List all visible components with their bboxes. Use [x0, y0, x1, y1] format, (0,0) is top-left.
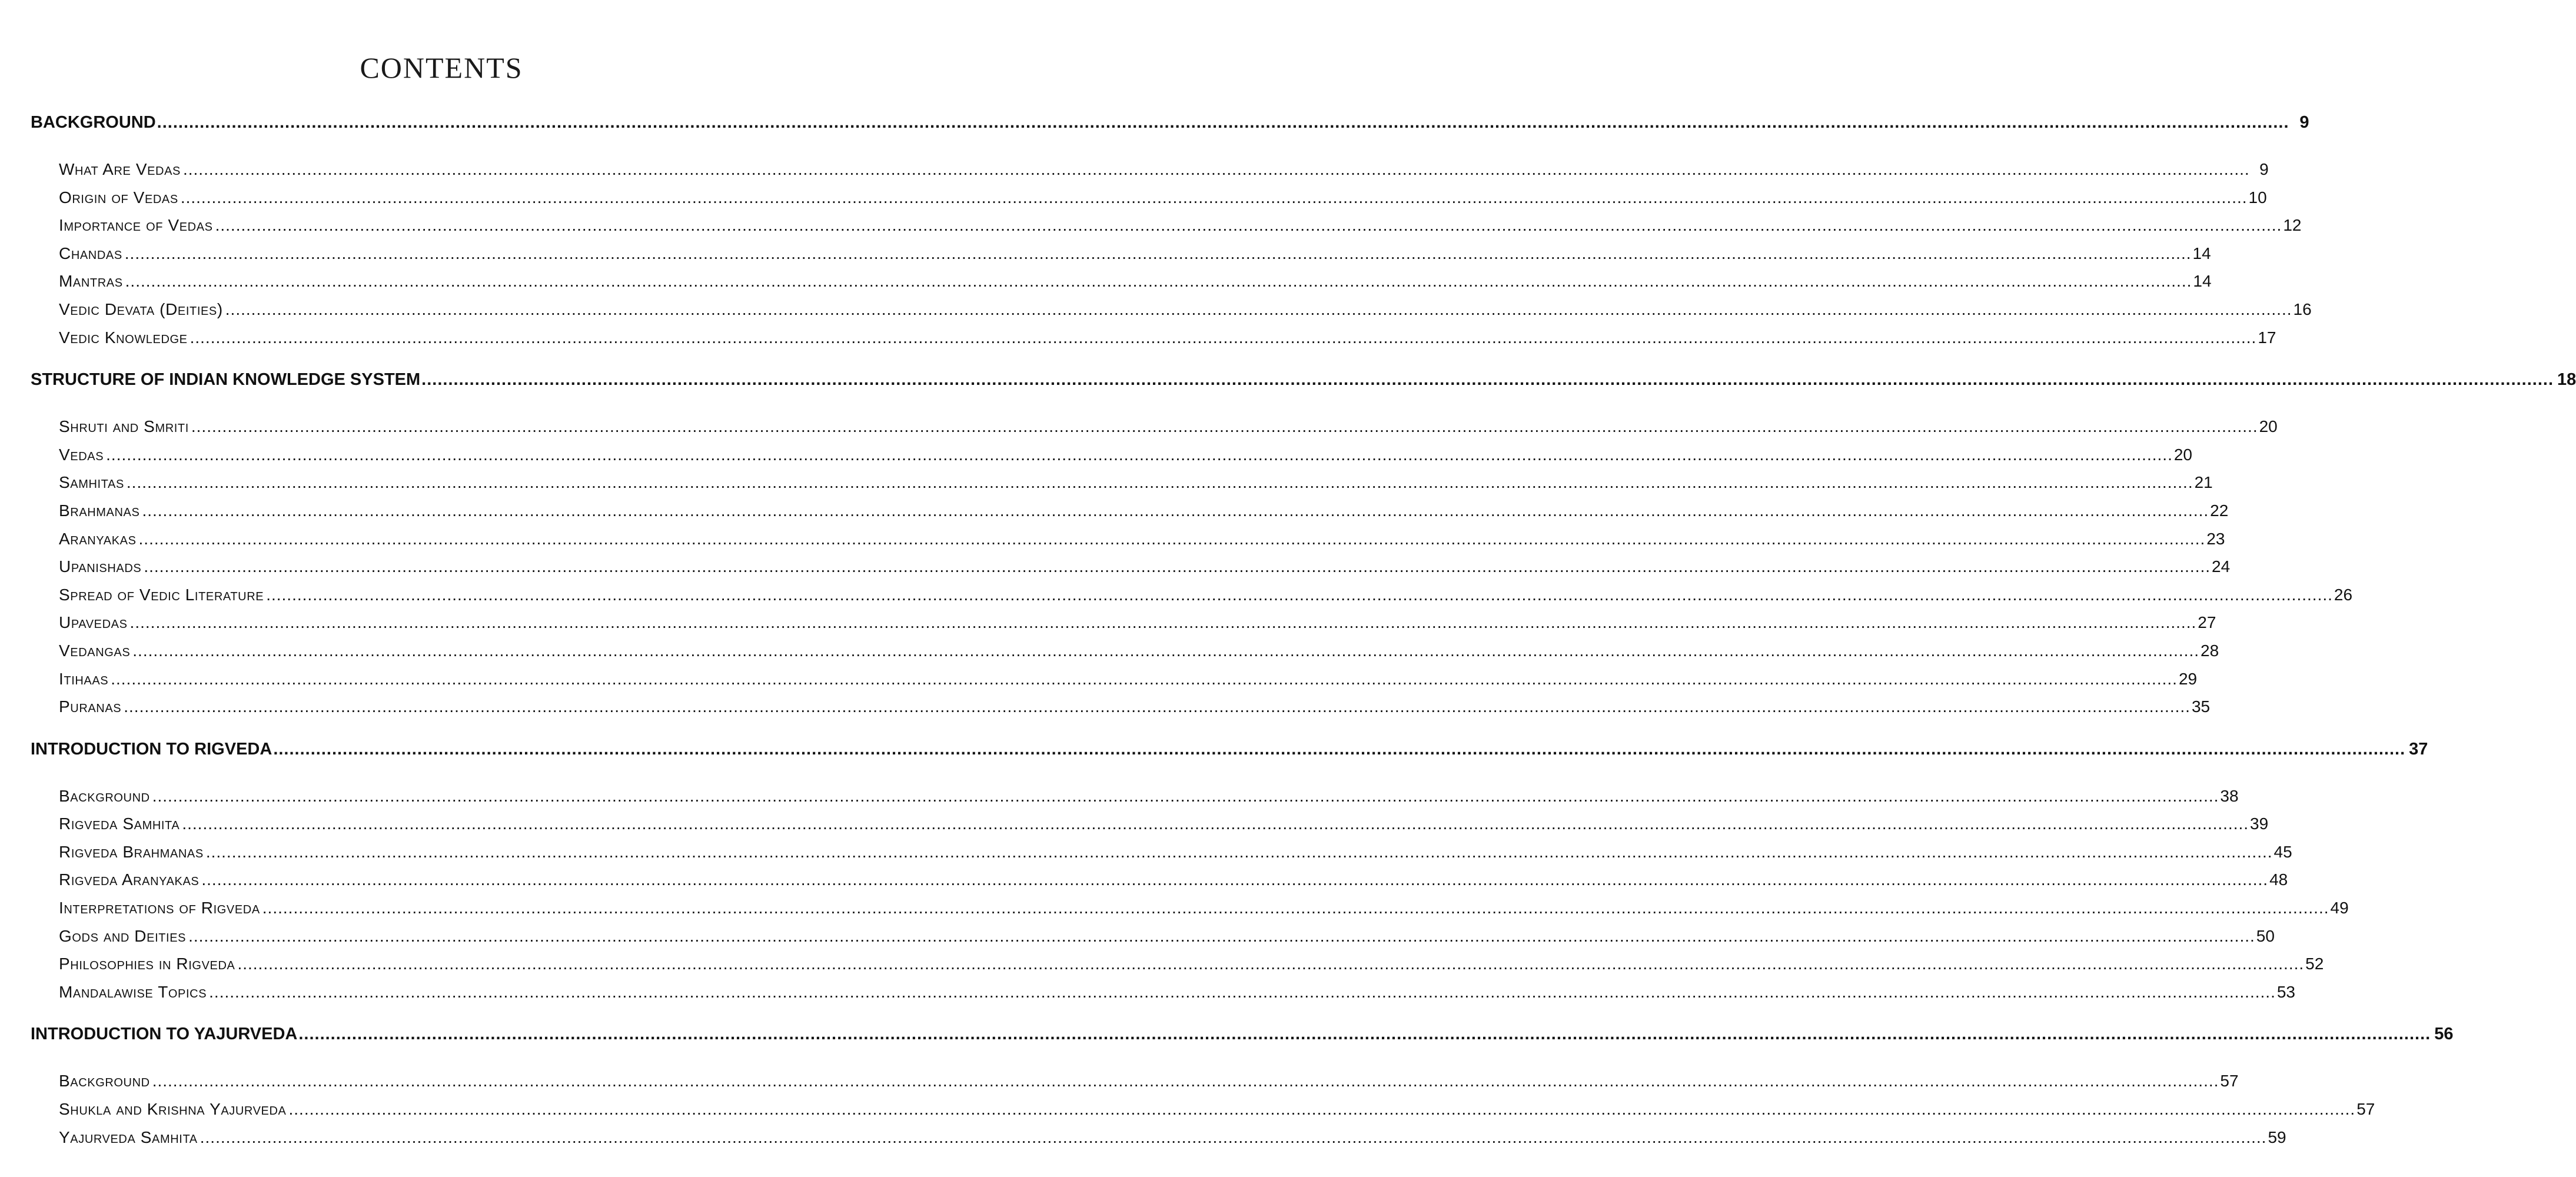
entry-label: Vedas	[59, 445, 104, 464]
entry-list	[59, 160, 2312, 356]
dot-leader: ................................................................................................................................................................................................................................................................................................................................................................................................................	[111, 669, 2178, 688]
entry-page-number: 17	[2258, 328, 2276, 347]
entry-label: What Are Vedas	[59, 160, 181, 178]
dot-leader: ................................................................................................................................................................................................................................................................................................................................................................................................................	[421, 370, 2554, 390]
entry-label: Puranas	[59, 697, 122, 716]
entry-page-number: 29	[2178, 669, 2198, 688]
entry-page-number: 14	[2193, 272, 2212, 291]
entry-page-number: 27	[2198, 613, 2216, 632]
entry-label: Mandalawise Topics	[59, 982, 207, 1001]
section-page-number: 37	[2409, 739, 2428, 759]
section-heading-label: INTRODUCTION TO YAJURVEDA	[31, 1025, 298, 1044]
section-heading[interactable]	[31, 370, 2576, 401]
section-page-number: 56	[2434, 1025, 2454, 1044]
entry-label: Importance of Vedas	[59, 216, 213, 235]
entry-label: Rigveda Samhita	[59, 814, 180, 833]
entry-page-number: 16	[2293, 300, 2312, 318]
dot-leader: ................................................................................................................................................................................................................................................................................................................................................................................................................	[124, 244, 2192, 262]
entry-page-number: 26	[2334, 585, 2353, 604]
entry-label: Background	[59, 786, 150, 805]
entry-label: Spread of Vedic Literature	[59, 585, 264, 604]
dot-leader: ................................................................................................................................................................................................................................................................................................................................................................................................................	[225, 300, 2292, 318]
dot-leader: ................................................................................................................................................................................................................................................................................................................................................................................................................	[144, 557, 2211, 576]
entry-label: Chandas	[59, 244, 122, 262]
entry-label: Rigveda Brahmanas	[59, 842, 204, 861]
entry-page-number: 59	[2268, 1128, 2286, 1146]
entry-label: Gods and Deities	[59, 926, 187, 945]
section-heading[interactable]	[31, 113, 2309, 144]
page-title: CONTENTS	[360, 51, 523, 84]
entry-label: Interpretations of Rigveda	[59, 899, 260, 917]
entry-page-number: 9	[2259, 160, 2269, 178]
toc-entry[interactable]	[59, 955, 2324, 983]
toc-entry[interactable]	[59, 1128, 2286, 1156]
section-heading-label: INTRODUCTION TO RIGVEDA	[31, 739, 272, 759]
toc-entry[interactable]	[59, 1100, 2375, 1128]
dot-leader: ................................................................................................................................................................................................................................................................................................................................................................................................................	[152, 786, 2219, 805]
toc-entry[interactable]	[59, 417, 2278, 445]
dot-leader: ................................................................................................................................................................................................................................................................................................................................................................................................................	[180, 188, 2248, 207]
entry-page-number: 45	[2273, 842, 2292, 861]
toc-entry[interactable]	[59, 669, 2198, 698]
dot-leader: ................................................................................................................................................................................................................................................................................................................................................................................................................	[124, 697, 2191, 716]
dot-leader: ................................................................................................................................................................................................................................................................................................................................................................................................................	[298, 1025, 2431, 1044]
toc-section	[31, 113, 2312, 356]
entry-page-number: 38	[2220, 786, 2239, 805]
dot-leader: ................................................................................................................................................................................................................................................................................................................................................................................................................	[106, 445, 2173, 464]
entry-page-number: 35	[2191, 697, 2211, 716]
toc-entry[interactable]	[59, 216, 2302, 244]
entry-label: Brahmanas	[59, 501, 140, 520]
dot-leader: ................................................................................................................................................................................................................................................................................................................................................................................................................	[129, 613, 2197, 632]
dot-leader: ................................................................................................................................................................................................................................................................................................................................................................................................................	[273, 739, 2406, 759]
dot-leader: ................................................................................................................................................................................................................................................................................................................................................................................................................	[138, 529, 2206, 548]
entry-list	[59, 1072, 2375, 1156]
toc-entry[interactable]	[59, 982, 2296, 1011]
entry-label: Vedangas	[59, 641, 131, 660]
section-heading-label: BACKGROUND	[31, 113, 156, 132]
toc-entry[interactable]	[59, 585, 2353, 614]
toc-entry[interactable]	[59, 501, 2229, 530]
entry-label: Mantras	[59, 272, 123, 291]
entry-page-number: 39	[2250, 814, 2269, 833]
toc-entry[interactable]	[59, 870, 2288, 899]
entry-page-number: 24	[2212, 557, 2231, 576]
toc-entry[interactable]	[59, 557, 2231, 586]
dot-leader: ................................................................................................................................................................................................................................................................................................................................................................................................................	[201, 870, 2269, 889]
entry-page-number: 57	[2220, 1072, 2239, 1090]
toc-entry[interactable]	[59, 244, 2211, 272]
entry-page-number: 23	[2206, 529, 2225, 548]
entry-page-number: 53	[2276, 982, 2296, 1001]
toc-entry[interactable]	[59, 529, 2225, 558]
dot-leader: ................................................................................................................................................................................................................................................................................................................................................................................................................	[288, 1100, 2356, 1119]
toc-section	[31, 370, 2576, 726]
entry-label: Origin of Vedas	[59, 188, 178, 207]
toc-entry[interactable]	[59, 272, 2212, 300]
toc-entry[interactable]	[59, 1072, 2239, 1100]
toc-entry[interactable]	[59, 926, 2275, 955]
dot-leader: ................................................................................................................................................................................................................................................................................................................................................................................................................	[188, 926, 2255, 945]
entry-label: Upanishads	[59, 557, 142, 576]
dot-leader: ................................................................................................................................................................................................................................................................................................................................................................................................................	[215, 216, 2282, 235]
toc-section	[31, 1025, 2454, 1156]
dot-leader: ................................................................................................................................................................................................................................................................................................................................................................................................................	[152, 1072, 2219, 1090]
entry-label: Philosophies in Rigveda	[59, 955, 235, 973]
entry-label: Vedic Devata (Deities)	[59, 300, 223, 318]
entry-label: Upavedas	[59, 613, 128, 632]
toc-section	[31, 739, 2428, 1011]
section-page-number: 9	[2299, 113, 2309, 132]
entry-label: Shruti and Smriti	[59, 417, 189, 436]
section-heading-label: STRUCTURE OF INDIAN KNOWLEDGE SYSTEM	[31, 370, 421, 390]
entry-label: Aranyakas	[59, 529, 137, 548]
dot-leader: ................................................................................................................................................................................................................................................................................................................................................................................................................	[237, 955, 2305, 973]
toc-entry[interactable]	[59, 613, 2216, 641]
entry-page-number: 20	[2259, 417, 2278, 436]
entry-page-number: 50	[2256, 926, 2275, 945]
entry-page-number: 57	[2356, 1100, 2375, 1119]
entry-page-number: 28	[2201, 641, 2219, 660]
toc-entry[interactable]	[59, 328, 2276, 357]
entry-page-number: 21	[2194, 473, 2213, 492]
entry-label: Rigveda Aranyakas	[59, 870, 200, 889]
toc-entry[interactable]	[59, 300, 2312, 328]
entry-page-number: 52	[2305, 955, 2324, 973]
entry-label: Vedic Knowledge	[59, 328, 188, 347]
entry-label: Background	[59, 1072, 150, 1090]
dot-leader: ................................................................................................................................................................................................................................................................................................................................................................................................................	[209, 982, 2276, 1001]
entry-page-number: 14	[2192, 244, 2211, 262]
entry-page-number: 20	[2173, 445, 2193, 464]
table-of-contents	[31, 113, 2576, 1170]
toc-entry[interactable]	[59, 188, 2267, 217]
section-heading[interactable]	[31, 739, 2428, 770]
entry-list	[59, 417, 2353, 726]
dot-leader: ................................................................................................................................................................................................................................................................................................................................................................................................................	[200, 1128, 2267, 1146]
entry-page-number: 10	[2248, 188, 2267, 207]
dot-leader: ................................................................................................................................................................................................................................................................................................................................................................................................................	[126, 473, 2193, 492]
dot-leader: ................................................................................................................................................................................................................................................................................................................................................................................................................	[262, 899, 2329, 917]
dot-leader: ................................................................................................................................................................................................................................................................................................................................................................................................................	[142, 501, 2209, 520]
entry-page-number: 49	[2330, 899, 2349, 917]
entry-page-number: 12	[2283, 216, 2302, 235]
entry-list	[59, 786, 2349, 1011]
toc-entry[interactable]	[59, 842, 2292, 871]
toc-entry[interactable]	[59, 445, 2193, 474]
toc-entry[interactable]	[59, 899, 2349, 927]
toc-entry[interactable]	[59, 160, 2269, 188]
entry-label: Shukla and Krishna Yajurveda	[59, 1100, 287, 1119]
dot-leader: ................................................................................................................................................................................................................................................................................................................................................................................................................	[191, 417, 2258, 436]
dot-leader: ................................................................................................................................................................................................................................................................................................................................................................................................................	[132, 641, 2199, 660]
toc-entry[interactable]	[59, 814, 2269, 843]
dot-leader: ................................................................................................................................................................................................................................................................................................................................................................................................................	[182, 160, 2250, 178]
entry-label: Samhitas	[59, 473, 124, 492]
dot-leader: ................................................................................................................................................................................................................................................................................................................................................................................................................	[182, 814, 2249, 833]
dot-leader: ................................................................................................................................................................................................................................................................................................................................................................................................................	[125, 272, 2192, 291]
toc-entry[interactable]	[59, 697, 2211, 726]
entry-label: Yajurveda Samhita	[59, 1128, 198, 1146]
section-heading[interactable]	[31, 1025, 2454, 1055]
entry-page-number: 48	[2269, 870, 2288, 889]
entry-label: Itihaas	[59, 669, 109, 688]
toc-entry[interactable]	[59, 641, 2219, 670]
dot-leader: ................................................................................................................................................................................................................................................................................................................................................................................................................	[157, 113, 2289, 132]
toc-entry[interactable]	[59, 786, 2239, 815]
section-page-number: 18	[2557, 370, 2576, 390]
dot-leader: ................................................................................................................................................................................................................................................................................................................................................................................................................	[205, 842, 2273, 861]
entry-page-number: 22	[2210, 501, 2229, 520]
dot-leader: ................................................................................................................................................................................................................................................................................................................................................................................................................	[190, 328, 2257, 347]
toc-entry[interactable]	[59, 473, 2213, 501]
dot-leader: ................................................................................................................................................................................................................................................................................................................................................................................................................	[266, 585, 2333, 604]
